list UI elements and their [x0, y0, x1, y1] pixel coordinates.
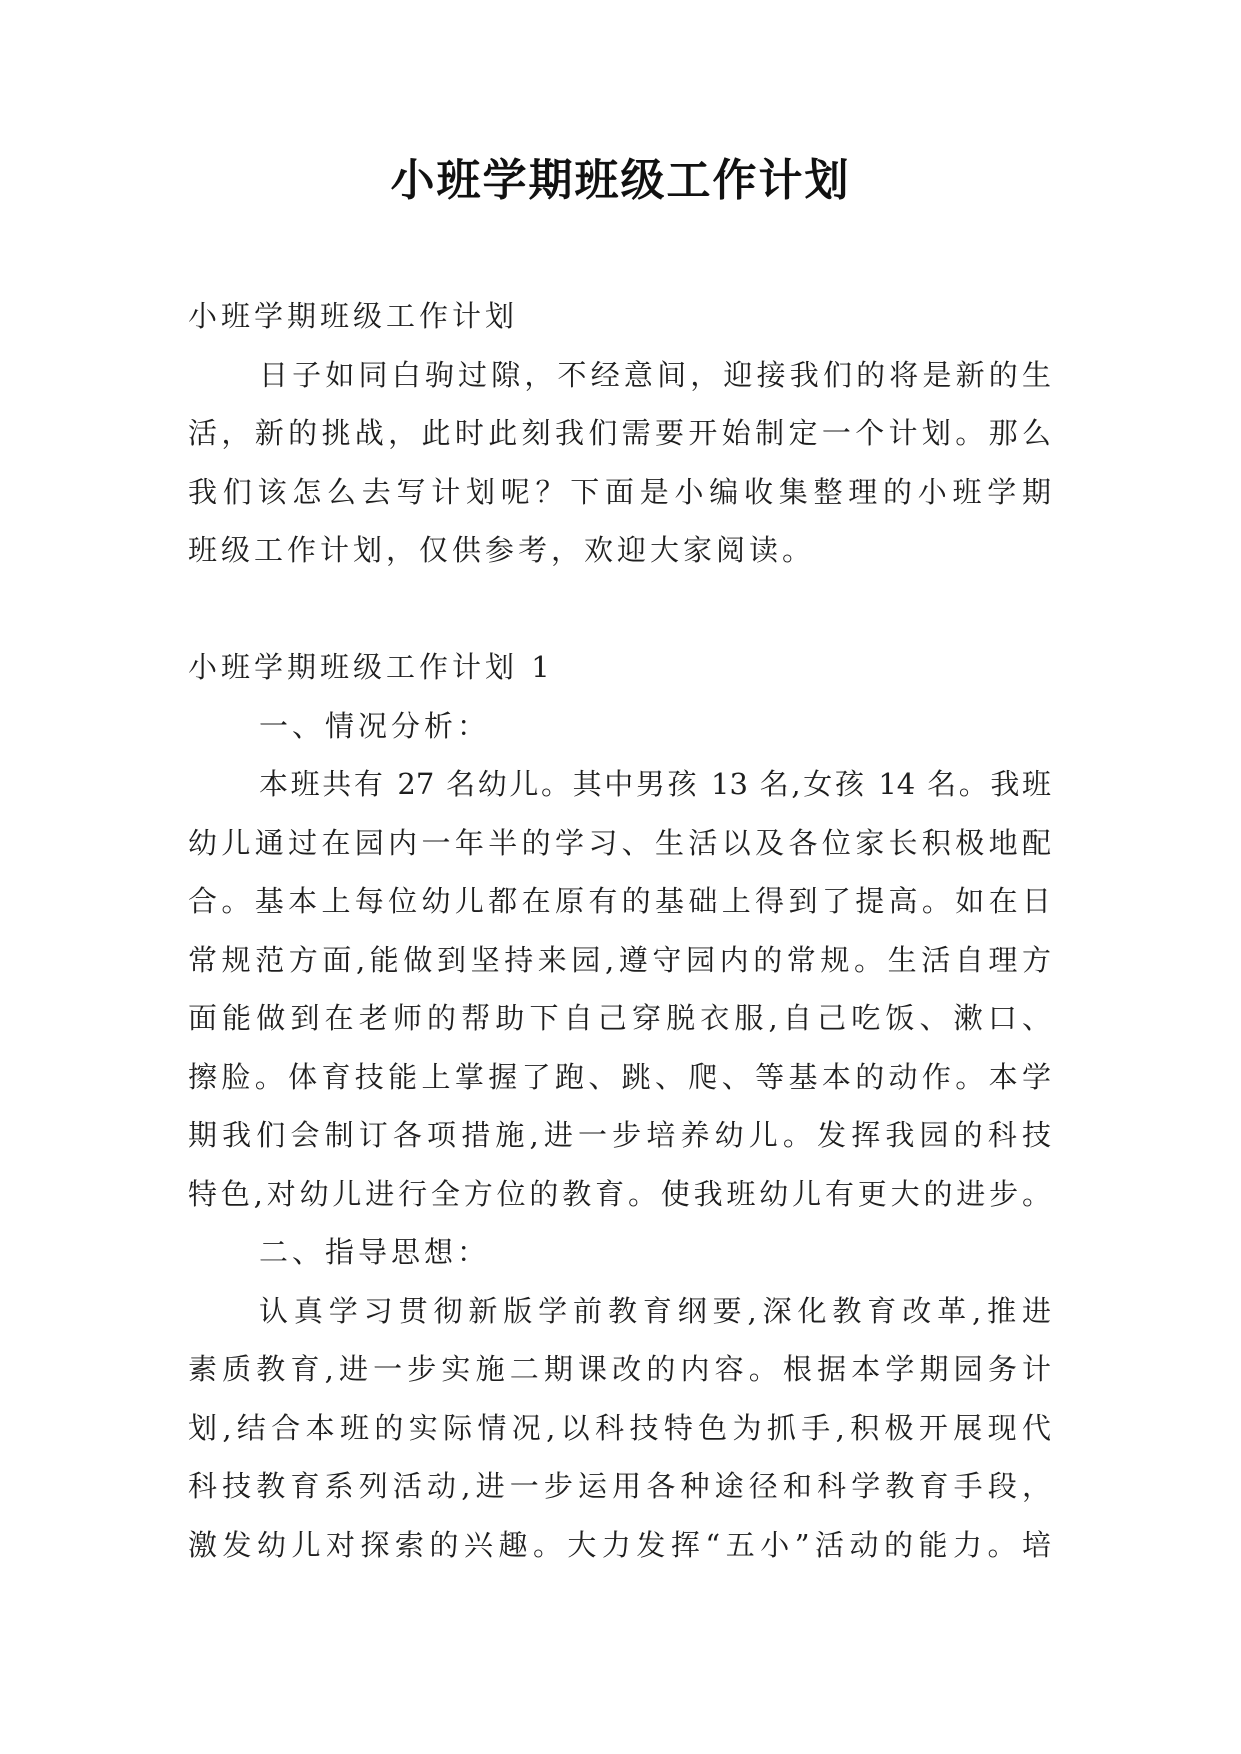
section-paragraph: [188, 1282, 1051, 1575]
paragraph-line: 划,结合本班的实际情况,以科技特色为抓手,积极开展现代: [188, 1410, 1051, 1445]
paragraph-line: 幼儿通过在园内一年半的学习、生活以及各位家长积极地配: [188, 825, 1051, 860]
paragraph-line: 特色,对幼儿进行全方位的教育。使我班幼儿有更大的进步。: [188, 1176, 1051, 1211]
paragraph-line: 科技教育系列活动,进一步运用各种途径和科学教育手段，: [188, 1469, 1051, 1503]
paragraph-line: 常规范方面,能做到坚持来园,遵守园内的常规。生活自理方: [188, 942, 1051, 977]
paragraph-line: 认真学习贯彻新版学前教育纲要,深化教育改革,推进: [259, 1293, 1051, 1328]
document-title: 小班学期班级工作计划: [390, 155, 851, 206]
paragraph-line: 激发幼儿对探索的兴趣。大力发挥“五小”活动的能力。培: [188, 1527, 1051, 1562]
section-heading: 二、指导思想：: [259, 1235, 491, 1269]
paragraph-line: 班级工作计划，仅供参考，欢迎大家阅读。: [188, 533, 816, 567]
document-heading: 小班学期班级工作计划: [188, 299, 519, 333]
document-body: [188, 287, 1051, 1574]
plan-heading: 小班学期班级工作计划 1: [188, 650, 554, 684]
section-paragraph: [188, 755, 1051, 1223]
paragraph-line: 本班共有 27 名幼儿。其中男孩 13 名,女孩 14 名。我班: [259, 767, 1051, 801]
paragraph-line: 我们该怎么去写计划呢？下面是小编收集整理的小班学期: [188, 474, 1051, 509]
paragraph-line: 面能做到在老师的帮助下自己穿脱衣服,自己吃饭、漱口、: [188, 1001, 1051, 1035]
blank-line: [188, 580, 1051, 639]
section-heading: 一、情况分析：: [259, 708, 491, 743]
intro-paragraph: [188, 346, 1051, 580]
paragraph-line: 期我们会制订各项措施,进一步培养幼儿。发挥我园的科技: [188, 1118, 1051, 1152]
paragraph-line: 素质教育,进一步实施二期课改的内容。根据本学期园务计: [188, 1352, 1051, 1386]
paragraph-line: 合。基本上每位幼儿都在原有的基础上得到了提高。如在日: [188, 884, 1051, 918]
paragraph-line: 活，新的挑战，此时此刻我们需要开始制定一个计划。那么: [188, 416, 1051, 450]
paragraph-line: 擦脸。体育技能上掌握了跑、跳、爬、等基本的动作。本学: [188, 1059, 1051, 1094]
paragraph-line: 日子如同白驹过隙，不经意间，迎接我们的将是新的生: [259, 357, 1051, 392]
